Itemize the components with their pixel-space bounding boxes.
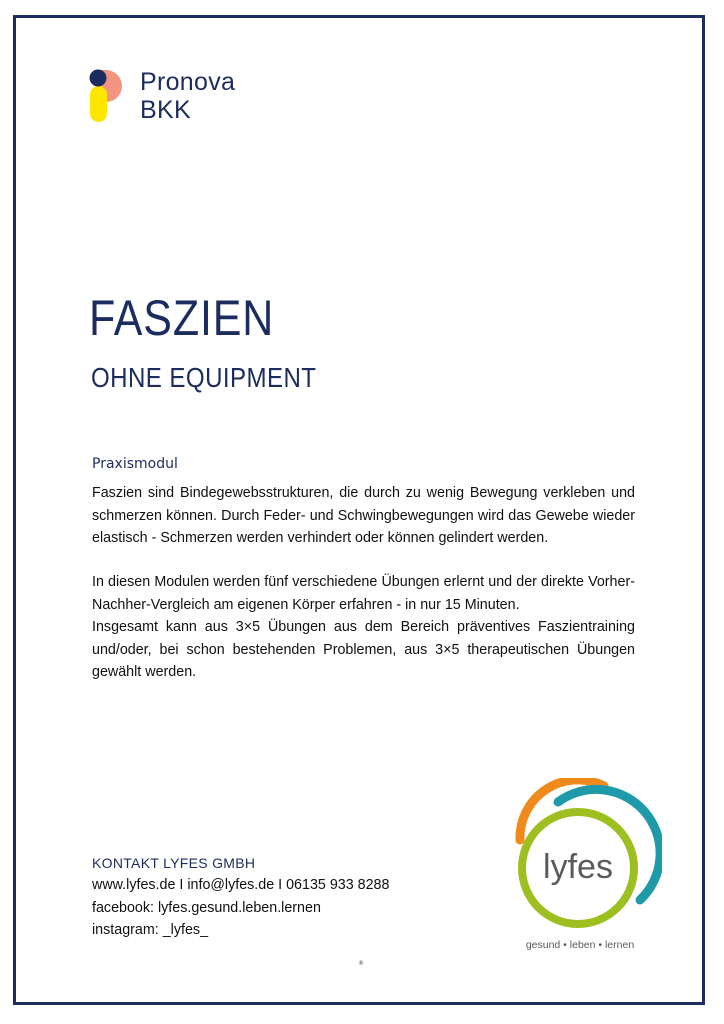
lyfes-logo [512, 778, 662, 958]
contact-instagram-line: instagram: _lyfes_ [92, 922, 209, 938]
logo-line-2: BKK [140, 96, 191, 124]
details-paragraph [92, 571, 635, 684]
pronova-wordmark [140, 68, 235, 124]
lyfes-wordmark: lyfes [543, 848, 613, 886]
lyfes-logo-mark-icon [512, 778, 662, 958]
pronova-logo-mark-icon [88, 68, 132, 126]
registered-mark: ® [358, 960, 364, 967]
contact-block [92, 852, 389, 942]
logo-line-1: Pronova [140, 68, 236, 96]
lyfes-tagline: gesund • leben • lernen [525, 939, 635, 951]
contact-web-line: www.lyfes.de I info@lyfes.de I 06135 933 8288 [92, 877, 390, 893]
page-title: FASZIEN [89, 290, 275, 346]
details-line-2: Insgesamt kann aus 3×5 Übungen aus dem Bereich präventives Faszientraining und/oder, bei schon bestehenden Problemen, aus 3×5 therapeutischen Übungen gewählt werden. [92, 619, 635, 680]
contact-heading: KONTAKT LYFES GMBH [92, 855, 256, 871]
intro-paragraph: Faszien sind Bindegewebsstrukturen, die durch zu wenig Bewegung verkleben und schmerzen können. Durch Feder- und Schwingbewegungen wird das Gewebe wieder elastisch - Schmerzen werden verhindert oder können gelindert werden. [92, 485, 635, 546]
module-label: Praxismodul [92, 456, 178, 472]
contact-facebook-line: facebook: lyfes.gesund.leben.lernen [92, 899, 321, 916]
details-line-1: In diesen Modulen werden fünf verschiedene Übungen erlernt und der direkte Vorher-Nachher-Vergleich am eigenen Körper erfahren - in nur 15 Minuten. [92, 574, 635, 613]
page-subtitle: OHNE EQUIPMENT [91, 362, 317, 393]
pronova-bkk-logo [88, 68, 278, 126]
